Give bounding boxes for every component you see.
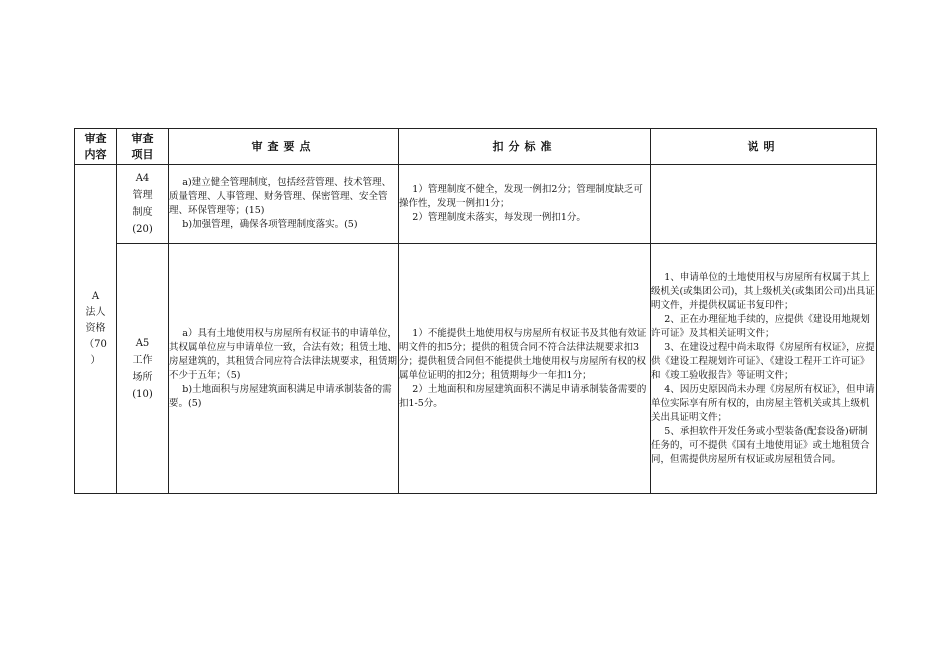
- header-review-item: 审查 项目: [117, 129, 169, 165]
- review-criteria-table: [74, 128, 877, 494]
- table-row: [75, 244, 877, 494]
- header-notes: 说明: [651, 129, 877, 165]
- category-cell: A 法人 资格 （70 ）: [75, 165, 117, 494]
- item-cell: A5 工作 场所 (10): [117, 244, 169, 494]
- header-deduction-standard: 扣分标准: [399, 129, 651, 165]
- table-row: [75, 165, 877, 244]
- notes-cell: 1、申请单位的土地使用权与房屋所有权属于其上级机关(或集团公司)，其上级机关(或集团公司)出具证明文件，并提供权属证书复印件； 2、正在办理征地手续的，应提供《建设用地规划许可证》及其相关证明文件； 3、在建设过程中尚未取得《房屋所有权证》，应提供《建设工程规划许可证》、《建设工程开工许可证》和《竣工验收报告》等证明文件； 4、因历史原因尚未办理《房屋所有权证》，但申请单位实际享有所有权的，由房屋主管机关或其上级机关出具证明文件； 5、承担软件开发任务或小型装备(配套设备)研制任务的，可不提供《国有土地使用证》或土地租赁合同，但需提供房屋所有权证或房屋租赁合同。: [651, 244, 877, 494]
- header-review-content: 审查 内容: [75, 129, 117, 165]
- header-review-points: 审查要点: [169, 129, 399, 165]
- points-cell: a）具有土地使用权与房屋所有权证书的申请单位，其权属单位应与申请单位一致，合法有效；租赁土地、房屋建筑的，其租赁合同应符合法律法规要求，租赁期不少于五年；（5) b)土地面积与房屋建筑面积满足申请承制装备的需要。(5): [169, 244, 399, 494]
- deduction-cell: 1）管理制度不健全，发现一例扣2分；管理制度缺乏可操作性，发现一例扣1分； 2）管理制度未落实，每发现一例扣1分。: [399, 165, 651, 244]
- notes-cell: [651, 165, 877, 244]
- deduction-cell: 1）不能提供土地使用权与房屋所有权证书及其他有效证明文件的扣5分；提供的租赁合同不符合法律法规要求扣3分；提供租赁合同但不能提供土地使用权与房屋所有权的权属单位证明的扣2分；租赁期每少一年扣1分； 2）土地面积和房屋建筑面积不满足申请承制装备需要的扣1-5分。: [399, 244, 651, 494]
- header-row: [75, 129, 877, 165]
- item-cell: A4 管理 制度 (20): [117, 165, 169, 244]
- points-cell: a)建立健全管理制度，包括经营管理、技术管理、质量管理、人事管理、财务管理、保密管理、安全管理、环保管理等；(15) b)加强管理，确保各项管理制度落实。(5): [169, 165, 399, 244]
